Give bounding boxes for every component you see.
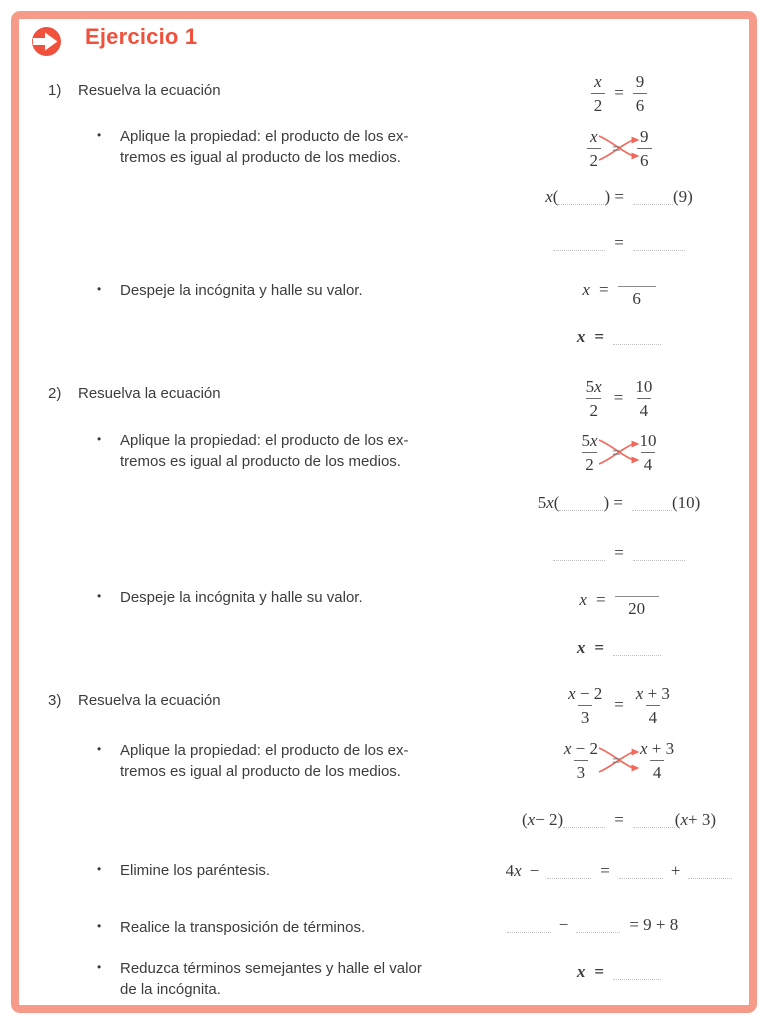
equals-sign: =: [595, 590, 606, 609]
bullet-icon: •: [97, 862, 102, 876]
denominator: 2: [586, 398, 601, 419]
variable: x: [582, 280, 590, 299]
blank-field: [613, 641, 661, 656]
blank-field: [559, 496, 603, 511]
denominator: 6: [637, 148, 652, 169]
fraction: [633, 684, 673, 726]
blank-equation-ex1: [478, 230, 760, 256]
equals-sign: =: [594, 962, 605, 981]
numerator: [633, 684, 673, 705]
coefficient: 5: [581, 431, 590, 450]
instruction-line: Despeje la incógnita y halle su valor.: [120, 282, 363, 299]
equals-sign: =: [611, 445, 621, 462]
fraction: [637, 739, 677, 781]
equation-ex3: [478, 682, 760, 728]
exercise-1-header: [48, 80, 221, 101]
variable: x: [594, 377, 602, 396]
blank-field: [613, 330, 661, 345]
blank-field: [553, 546, 605, 561]
instruction-apply-property: [120, 740, 409, 782]
term: − 2): [535, 810, 564, 829]
instruction-line: tremos es igual al producto de los medios.: [120, 453, 401, 470]
page-title: Ejercicio 1: [85, 24, 198, 49]
numerator: [637, 739, 677, 760]
instruction-line: de la incógnita.: [120, 981, 221, 998]
denominator: 4: [637, 398, 652, 419]
exercise-title: Resuelva la ecuación: [78, 385, 221, 402]
minus-sign: −: [529, 861, 540, 880]
numerator: x: [589, 127, 598, 146]
fraction: [583, 377, 605, 419]
fraction: [637, 127, 652, 169]
denominator: 2: [591, 93, 606, 114]
numerator: 10: [635, 377, 653, 396]
exercise-2-header: [48, 383, 221, 404]
instruction-line: Despeje la incógnita y halle su valor.: [120, 589, 363, 606]
coefficient: 5: [537, 493, 547, 512]
cross-multiply-ex2: [478, 428, 760, 476]
instruction-transpose: [120, 917, 365, 938]
term: + 3): [688, 810, 717, 829]
variable: x: [563, 739, 572, 758]
denominator: 6: [618, 286, 656, 307]
denominator: 3: [578, 705, 593, 726]
blank-field: [633, 813, 675, 828]
equals-sign: =: [594, 638, 605, 657]
term: − 2: [575, 684, 603, 703]
blank-field: [547, 864, 591, 879]
value: (9): [672, 187, 693, 206]
variable: x: [576, 327, 586, 346]
exercise-3-header: [48, 690, 221, 711]
variable: x: [589, 431, 598, 450]
bullet-icon: •: [97, 432, 102, 446]
blank-field: [558, 190, 604, 205]
instruction-apply-property: [120, 430, 409, 472]
fraction: [591, 72, 606, 114]
variable: x: [576, 962, 586, 981]
numerator: 10: [639, 431, 657, 450]
blank-equation-ex2: [478, 540, 760, 566]
variable: x: [579, 590, 587, 609]
plus-sign: +: [670, 861, 681, 880]
coefficient: 4: [505, 861, 515, 880]
bullet-icon: •: [97, 960, 102, 974]
blank-field: [553, 236, 605, 251]
blank-field: [633, 236, 685, 251]
fraction: [561, 739, 601, 781]
term: + 3: [643, 684, 670, 703]
product-equation-ex1: [478, 184, 760, 210]
blank-field: [632, 496, 672, 511]
paren: (: [521, 810, 528, 829]
equals-sign: =: [614, 695, 624, 714]
blank-fraction: [615, 583, 659, 617]
exercise-title: Resuelva la ecuación: [78, 692, 221, 709]
variable: x: [545, 187, 553, 206]
blank-field: [507, 918, 551, 933]
blank-field: [688, 864, 732, 879]
denominator: 3: [574, 760, 589, 781]
paren: (: [553, 493, 560, 512]
paren-equals: ) =: [603, 493, 623, 512]
denominator: 2: [582, 452, 597, 473]
instruction-remove-parens: [120, 860, 270, 881]
blank-field: [633, 190, 673, 205]
instruction-line: Aplique la propiedad: el producto de los ex-: [120, 128, 409, 145]
instruction-line: tremos es igual al producto de los medios.: [120, 763, 401, 780]
variable: x: [680, 810, 689, 829]
numerator: x: [594, 72, 602, 91]
denominator: 4: [650, 760, 665, 781]
denominator: 4: [646, 705, 661, 726]
denominator: 2: [587, 148, 602, 169]
term: − 2: [571, 739, 598, 758]
product-equation-ex2: [478, 490, 760, 516]
variable: x: [514, 861, 522, 880]
instruction-line: Aplique la propiedad: el producto de los ex-: [120, 742, 409, 759]
equals-sign: =: [614, 543, 624, 562]
equals-sign: =: [614, 83, 624, 102]
exercise-number: 2): [48, 385, 62, 402]
cross-arrows-icon: [596, 737, 642, 783]
blank-field: [576, 918, 620, 933]
blank-fraction: [618, 273, 656, 307]
fraction: [637, 431, 660, 473]
fraction: [565, 684, 605, 726]
instruction-reduce: [120, 958, 422, 1000]
numerator: 9: [640, 127, 649, 146]
solve-equation-ex1: [478, 268, 760, 312]
instruction-line: tremos es igual al producto de los medios.: [120, 149, 401, 166]
blank-field: [633, 546, 685, 561]
coefficient: 5: [585, 377, 595, 396]
blank-field: [613, 965, 661, 980]
paren: (: [674, 810, 681, 829]
instruction-solve: [120, 587, 363, 608]
bullet-icon: •: [97, 919, 102, 933]
minus-sign: −: [558, 915, 569, 934]
solve-equation-ex2: [478, 578, 760, 622]
numerator: [565, 684, 605, 705]
equation-ex1: [478, 70, 760, 116]
equals-sign: =: [613, 388, 624, 407]
equals-sign: =: [614, 810, 624, 829]
blank-field: [563, 813, 605, 828]
answer-equation-ex3: [478, 959, 760, 985]
instruction-line: Realice la transposición de términos.: [120, 919, 366, 936]
blank-field: [619, 864, 663, 879]
numerator: 9: [635, 72, 645, 91]
bullet-icon: •: [97, 742, 102, 756]
instruction-apply-property: [120, 126, 409, 168]
value: (10): [671, 493, 701, 512]
equals-sign: =: [594, 327, 605, 346]
exercise-title: Resuelva la ecuación: [78, 82, 221, 99]
exercise-number: 3): [48, 692, 62, 709]
term: + 3: [647, 739, 675, 758]
instruction-line: Elimine los paréntesis.: [120, 862, 271, 879]
bullet-icon: •: [97, 589, 102, 603]
variable: x: [640, 739, 648, 758]
product-equation-ex3: [478, 807, 760, 833]
numerator: [583, 377, 605, 398]
paren-equals: ) =: [604, 187, 624, 206]
cross-arrows-icon: [596, 429, 642, 475]
equals-sign: =: [600, 861, 610, 880]
variable: x: [635, 684, 644, 703]
variable: x: [568, 684, 576, 703]
transpose-equation-ex3: [456, 912, 738, 938]
instruction-line: Aplique la propiedad: el producto de los ex-: [120, 432, 409, 449]
instruction-line: Reduzca términos semejantes y halle el valor: [120, 960, 422, 977]
fraction: [632, 377, 655, 419]
equals-sign: =: [612, 753, 622, 770]
equals-sign: =: [612, 141, 622, 158]
cross-multiply-ex3: [478, 736, 760, 784]
parens-equation-ex3: [478, 858, 760, 884]
numerator: [561, 739, 601, 760]
instruction-solve: [120, 280, 363, 301]
equation-ex2: [478, 375, 760, 421]
denominator: 20: [615, 596, 659, 617]
cross-arrows-icon: [596, 125, 642, 171]
answer-equation-ex1: [478, 324, 760, 350]
equation-rhs: = 9 + 8: [629, 915, 679, 934]
answer-equation-ex2: [478, 635, 760, 661]
equals-sign: =: [598, 280, 609, 299]
fraction: [633, 72, 648, 114]
variable: x: [527, 810, 536, 829]
denominator: 4: [641, 452, 656, 473]
bullet-icon: •: [97, 282, 102, 296]
variable: x: [546, 493, 554, 512]
paren: (: [552, 187, 559, 206]
exercise-number: 1): [48, 82, 62, 99]
bullet-icon: •: [97, 128, 102, 142]
denominator: 6: [633, 93, 648, 114]
variable: x: [576, 638, 586, 657]
equals-sign: =: [614, 233, 624, 252]
arrow-circle-icon: [30, 25, 63, 58]
cross-multiply-ex1: [478, 124, 760, 172]
